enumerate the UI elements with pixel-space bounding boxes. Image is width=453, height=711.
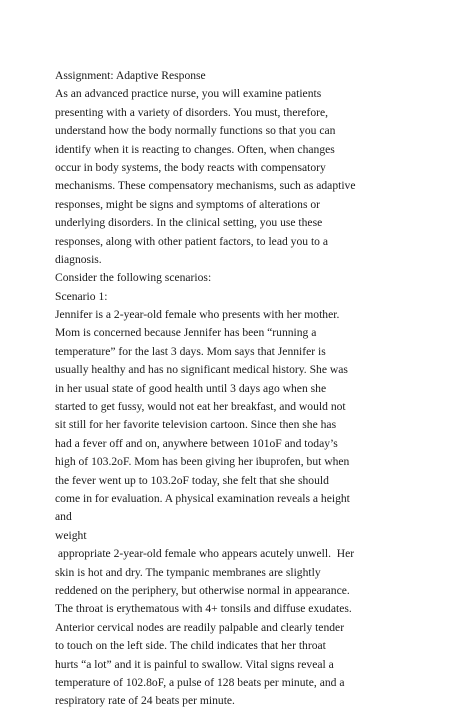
text-line: hurts “a lot” and it is painful to swallow. Vital signs reveal a [55,657,334,671]
text-line: weight [55,528,87,542]
text-line: temperature” for the last 3 days. Mom says that Jennifer is [55,344,326,358]
text-line: identify when it is reacting to changes. Often, when changes [55,142,335,156]
scenario-heading: Scenario 1: [55,289,108,303]
text-line: presenting with a variety of disorders. You must, therefore, [55,105,329,119]
text-line: understand how the body normally functions so that you can [55,124,336,138]
text-line: temperature of 102.8oF, a pulse of 128 beats per minute, and a [55,675,345,689]
text-line: had a fever off and on, anywhere between 101oF and today’s [55,436,338,450]
text-line: skin is hot and dry. The tympanic membranes are slightly [55,565,321,579]
text-line: diagnosis. [55,252,102,266]
document-title: Assignment: Adaptive Response [55,69,206,82]
text-line: mechanisms. These compensatory mechanisms, such as adaptive [55,179,356,193]
text-line: As an advanced practice nurse, you will examine patients [55,87,322,101]
text-line: Jennifer is a 2-year-old female who presents with her mother. [55,308,340,322]
text-line: Anterior cervical nodes are readily palpable and clearly tender [55,620,345,634]
document-body [55,67,453,711]
text-line: in her usual state of good health until 3 days ago when she [55,381,327,395]
text-line: underlying disorders. In the clinical setting, you use these [55,216,323,230]
text-line: to touch on the left side. The child indicates that her throat [55,639,326,653]
text-line: come in for evaluation. A physical examination reveals a height [55,491,350,505]
text-line: started to get fussy, would not eat her breakfast, and would not [55,400,346,414]
text-line: sit still for her favorite television cartoon. Since then she has [55,418,337,432]
text-line: The throat is erythematous with 4+ tonsils and diffuse exudates. [55,602,352,616]
text-line: responses, along with other patient factors, to lead you to a [55,234,329,248]
text-line: Mom is concerned because Jennifer has been “running a [55,326,317,340]
text-line: high of 103.2oF. Mom has been giving her ibuprofen, but when [55,455,350,469]
text-line: respiratory rate of 24 beats per minute. [55,694,235,708]
text-line: occur in body systems, the body reacts with compensatory [55,160,326,174]
text-line: usually healthy and has no significant medical history. She was [55,363,348,377]
text-line: the fever went up to 103.2oF today, she felt that she should [55,473,329,487]
text-line: and [55,510,72,524]
section-intro: Consider the following scenarios: [55,271,212,285]
text-line: responses, might be signs and symptoms of alterations or [55,197,321,211]
text-line: appropriate 2-year-old female who appears acutely unwell. Her [55,547,355,561]
text-line: reddened on the periphery, but otherwise normal in appearance. [55,583,350,597]
